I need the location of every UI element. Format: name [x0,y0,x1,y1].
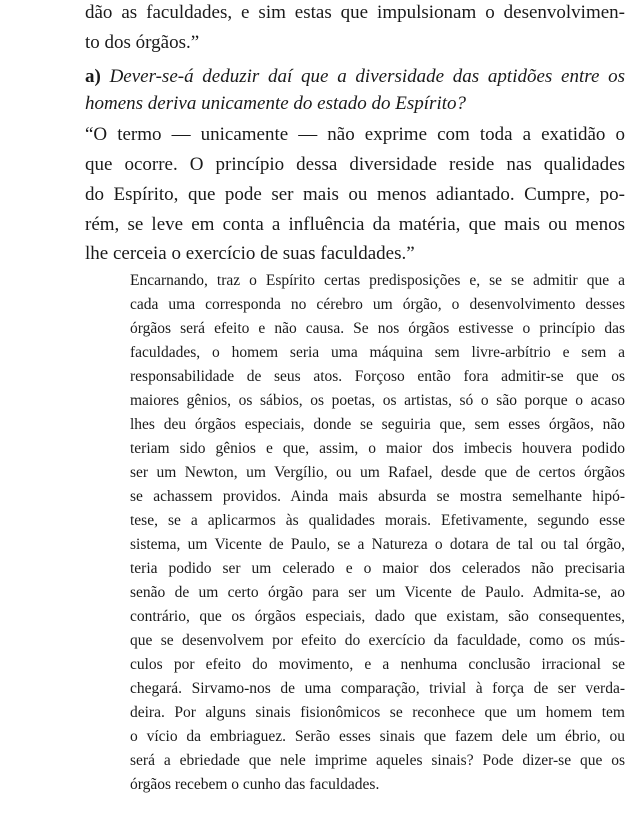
commentary-line-2: cada uma corresponda no cérebro um órgão, o desenvolvimento desses [130,296,625,313]
commentary-line-8: teriam sido gênios e que, assim, o maior dos imbecis houvera podido [130,440,625,457]
commentary-line-22: órgãos recebem o cunho das faculdades. [130,776,380,793]
commentary-line-7: lhes deu órgãos especiais, donde se seguiria que, sem esses órgãos, não [130,416,625,433]
question-label: a) [85,66,101,87]
commentary-line-19: deira. Por alguns sinais fisionômicos se reconhece que um homem tem [130,704,625,721]
commentary-line-18: chegará. Sirvamo-nos de uma comparação, trivial à força de ser verda- [130,680,625,697]
answer-line-3: do Espírito, que pode ser mais ou menos adiantado. Cumpre, po- [85,184,625,205]
commentary-line-4: faculdades, o homem seria uma máquina sem livre-arbítrio e sem a [130,344,625,361]
commentary-line-20: o vício da embriaguez. Serão esses sinais que fazem dele um ébrio, ou [130,728,625,745]
commentary-line-13: teria podido ser um celerado e o maior dos celerados não precisaria [130,560,625,577]
commentary-line-3: órgãos será efeito e não causa. Se nos órgãos estivesse o princípio das [130,320,625,337]
answer-line-1: “O termo — unicamente — não exprime com toda a exatidão o [85,124,625,145]
commentary-line-15: contrário, que os órgãos especiais, dado que existam, são consequentes, [130,608,625,625]
question-text-1: Dever-se-á deduzir daí que a diversidade das aptidões entre os [109,66,625,87]
commentary-line-11: tese, se a aplicarmos às qualidades morais. Efetivamente, segundo esse [130,512,625,529]
question-line-1 [85,66,625,88]
commentary-line-5: responsabilidade de seus atos. Forçoso então fora admitir-se que os [130,368,625,385]
commentary-line-12: sistema, um Vicente de Paulo, se a Natureza o dotara de tal ou tal órgão, [130,536,625,553]
answer-line-4: rém, se leve em conta a influência da matéria, que mais ou menos [85,214,625,235]
question-line-2: homens deriva unicamente do estado do Espírito? [85,93,467,114]
text-line-top-2: to dos órgãos.” [85,32,200,53]
commentary-line-17: culos por efeito do movimento, e a nenhuma conclusão irracional se [130,656,625,673]
commentary-line-9: ser um Newton, um Vergílio, ou um Rafael, desde que de certos órgãos [130,464,625,481]
commentary-line-10: se achassem providos. Ainda mais absurda se mostra semelhante hipó- [130,488,625,505]
text-line-top-1: dão as faculdades, e sim estas que impulsionam o desenvolvimen- [85,2,625,23]
commentary-line-21: será a ebriedade que nele imprime aqueles sinais? Pode dizer-se que os [130,752,625,769]
commentary-line-16: que se desenvolvem por efeito do exercício da faculdade, como os mús- [130,632,625,649]
answer-line-2: que ocorre. O princípio dessa diversidade reside nas qualidades [85,154,625,175]
commentary-line-6: maiores gênios, os sábios, os poetas, os artistas, só o são porque o acaso [130,392,625,409]
answer-line-5: lhe cerceia o exercício de suas faculdades.” [85,243,415,264]
commentary-line-14: senão de um certo órgão para ser um Vicente de Paulo. Admita-se, ao [130,584,625,601]
commentary-line-1: Encarnando, traz o Espírito certas predisposições e, se se admitir que a [130,272,625,289]
